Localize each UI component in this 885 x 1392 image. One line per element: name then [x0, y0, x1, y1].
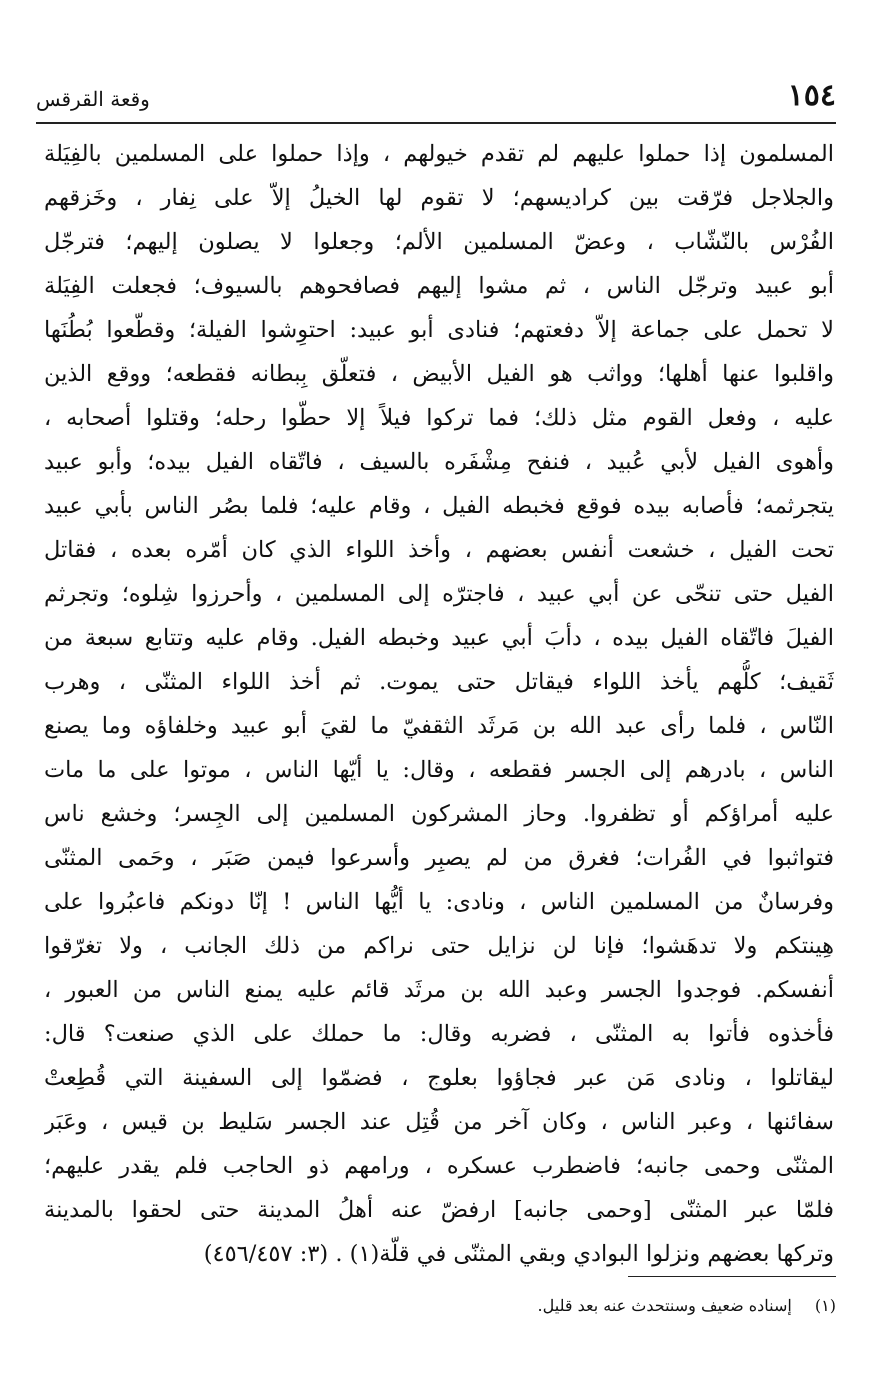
footnote-text: إسناده ضعيف وسنتحدث عنه بعد قليل.	[537, 1296, 792, 1315]
text-line: الفيل حتى تنحّى عن أبي عبيد ، فاجترّه إلى المسلمين ، وأحرزوا شِلوه؛ وتجرثم	[44, 581, 834, 607]
page-header	[36, 78, 836, 118]
text-line: فتواثبوا في الفُرات؛ فغرق من لم يصبِر وأسرعوا فيمن صَبَر ، وحَمى المثنّى	[44, 845, 834, 871]
text-line: عليه ، وفعل القوم مثل ذلك؛ فما تركوا فيلاً إلا حطّوا رحله؛ وقتلوا أصحابه ،	[44, 405, 834, 431]
text-line: وأهوى الفيل لأبي عُبيد ، فنفح مِشْفَره بالسيف ، فاتّقاه الفيل بيده؛ وأبو عبيد	[44, 449, 834, 475]
text-line: فأخذوه فأتوا به المثنّى ، فضربه وقال: ما حملك على الذي صنعت؟ قال:	[44, 1021, 834, 1047]
text-line: عليه أمراؤكم أو تظفروا. وحاز المشركون المسلمين إلى الجِسر؛ وخشع ناس	[44, 801, 834, 827]
text-line: ثَقيف؛ كلُّهم يأخذ اللواء فيقاتل حتى يموت. ثم أخذ اللواء المثنّى ، وهرب	[44, 669, 834, 695]
footnote-marker: (١)	[814, 1296, 836, 1315]
text-line: تحت الفيل ، خشعت أنفس بعضهم ، وأخذ اللواء الذي كان أمّره بعده ، فقاتل	[44, 537, 834, 563]
text-line: سفائنها ، وعبر الناس ، وكان آخر من قُتِل عند الجسر سَليط بن قيس ، وعَبَر	[44, 1109, 834, 1135]
footnote-divider	[628, 1276, 836, 1277]
text-line: الفُرْس بالنّشّاب ، وعضّ المسلمين الألم؛ وجعلوا لا يصلون إليهم؛ فترجّل	[44, 229, 834, 255]
text-line: يتجرثمه؛ فأصابه بيده فوقع فخبطه الفيل ، وقام عليه؛ فلما بصُر الناس بأبي عبيد	[44, 493, 834, 519]
text-line: النّاس ، فلما رأى عبد الله بن مَرثَد الثقفيّ ما لقيَ أبو عبيد وخلفاؤه وما يصنع	[44, 713, 834, 739]
text-line: وفرسانٌ من المسلمين الناس ، ونادى: يا أيُّها الناس ! إنّا دونكم فاعبُروا على	[44, 889, 834, 915]
header-divider	[36, 122, 836, 124]
text-line: أبو عبيد وترجّل الناس ، ثم مشوا إليهم فصافحوهم بالسيوف؛ فجعلت الفِيَلة	[44, 273, 834, 299]
text-line: المثنّى وحمى جانبه؛ فاضطرب عسكره ، ورامهم ذو الحاجب فلم يقدر عليهم؛	[44, 1153, 834, 1179]
text-line: المسلمون إذا حملوا عليهم لم تقدم خيولهم ، وإذا حملوا على المسلمين بالفِيَلة	[44, 141, 834, 167]
text-line: هِينتكم ولا تدهَشوا؛ فإنا لن نزايل حتى نراكم من ذلك الجانب ، ولا تغرّقوا	[44, 933, 834, 959]
text-line: الفيلَ فاتّقاه الفيل بيده ، دأبَ أبي عبيد وخبطه الفيل. وقام عليه وتتابع سبعة من	[44, 625, 834, 651]
page-number: ١٥٤	[787, 78, 836, 113]
text-line: واقلبوا عنها أهلها؛ وواثب هو الفيل الأبيض ، فتعلّق بِبطانه فقطعه؛ ووقع الذين	[44, 361, 834, 387]
body-text	[44, 132, 834, 1276]
text-line: الناس ، بادرهم إلى الجسر فقطعه ، وقال: يا أيّها الناس ، موتوا على ما مات	[44, 757, 834, 783]
text-line: وتركها بعضهم ونزلوا البوادي وبقي المثنّى في قلّة(١) . (٣: ٤٥٦/٤٥٧)	[203, 1241, 834, 1267]
text-line: والجلاجل فرّقت بين كراديسهم؛ لا تقوم لها الخيلُ إلاّ على نِفار ، وخَزقهم	[44, 185, 834, 211]
footnote	[300, 1292, 836, 1320]
text-line: أنفسكم. فوجدوا الجسر وعبد الله بن مرثَد قائم عليه يمنع الناس من العبور ،	[44, 977, 834, 1003]
text-line: لا تحمل على جماعة إلاّ دفعتهم؛ فنادى أبو عبيد: احتوِشوا الفيلة؛ وقطّعوا بُطُنَها	[44, 317, 834, 343]
text-line: ليقاتلوا ، ونادى مَن عبر فجاؤوا بعلوج ، فضمّوا إلى السفينة التي قُطِعتْ	[44, 1065, 834, 1091]
running-title: وقعة القرقس	[36, 87, 150, 111]
text-line: فلمّا عبر المثنّى [وحمى جانبه] ارفضّ عنه أهلُ المدينة حتى لحقوا بالمدينة	[44, 1197, 834, 1223]
